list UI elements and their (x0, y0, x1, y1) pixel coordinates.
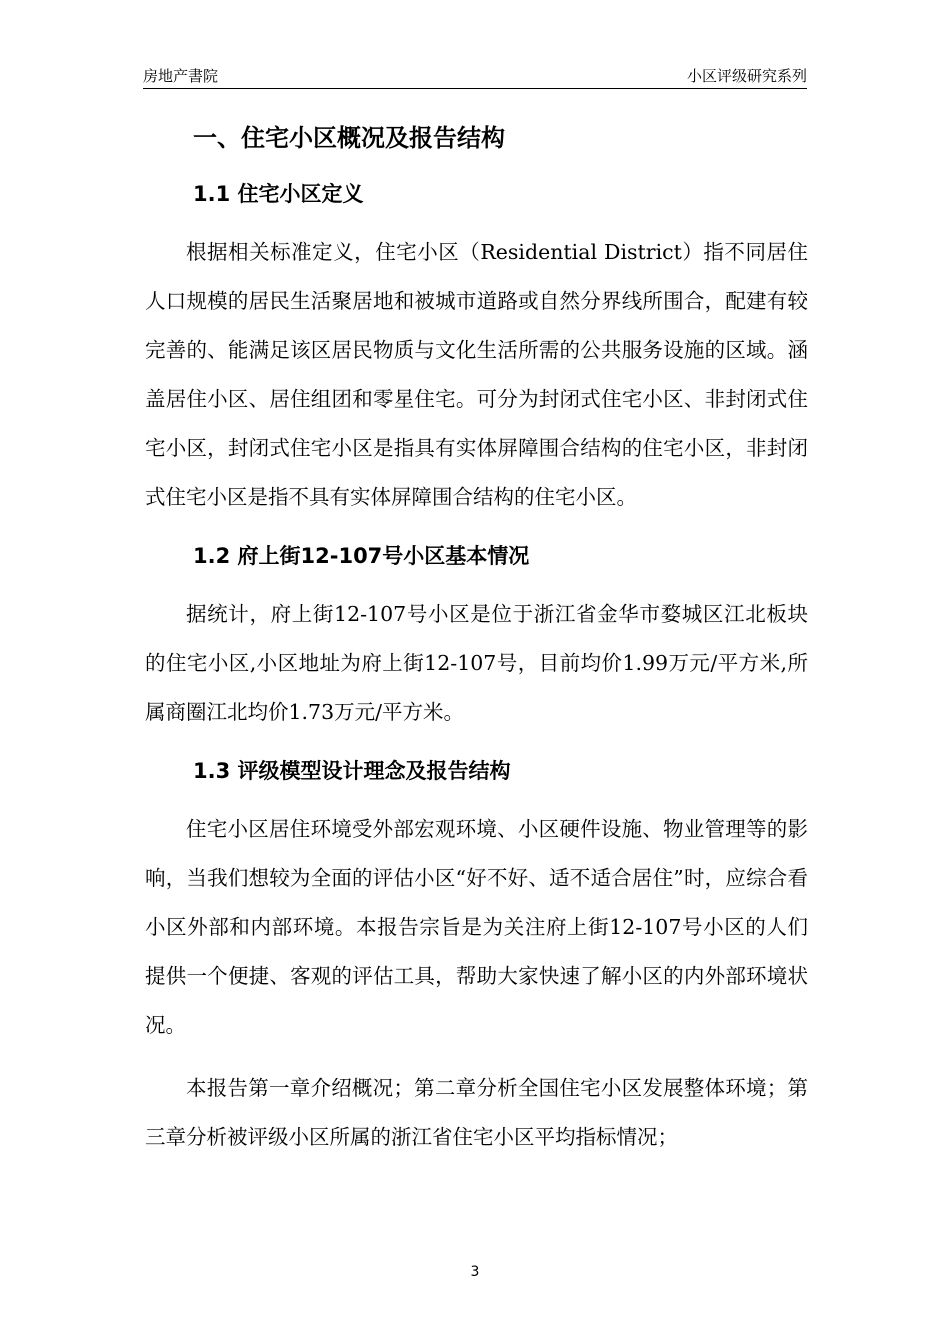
paragraph-model-concept: 住宅小区居住环境受外部宏观环境、小区硬件设施、物业管理等的影响，当我们想较为全面的评估小区“好不好、适不适合居住”时，应综合看小区外部和内部环境。本报告宗旨是为关注府上街12-107号小区的人们提供一个便捷、客观的评估工具，帮助大家快速了解小区的内外部环境状况。 (145, 817, 808, 1037)
chapter-title: 一、住宅小区概况及报告结构 (193, 124, 505, 152)
paragraph-basic-info: 据统计，府上街12-107号小区是位于浙江省金华市婺城区江北板块的住宅小区,小区地址为府上街12-107号，目前均价1.99万元/平方米,所属商圈江北均价1.73万元/平方米。 (145, 602, 808, 724)
section-title-1-1: 1.1 住宅小区定义 (193, 182, 364, 206)
section-title-1-3: 1.3 评级模型设计理念及报告结构 (193, 759, 511, 783)
section-title-1-2: 1.2 府上街12-107号小区基本情况 (193, 544, 530, 568)
header-publisher: 房地产書院 (143, 67, 219, 85)
paragraph-definition: 根据相关标准定义，住宅小区（Residential District）指不同居住人口规模的居民生活聚居地和被城市道路或自然分界线所围合，配建有较完善的、能满足该区居民物质与文化生活所需的公共服务设施的区域。涵盖居住小区、居住组团和零星住宅。可分为封闭式住宅小区、非封闭式住宅小区，封闭式住宅小区是指具有实体屏障围合结构的住宅小区，非封闭式住宅小区是指不具有实体屏障围合结构的住宅小区。 (145, 240, 808, 509)
page-number: 3 (470, 1264, 480, 1280)
page-content (145, 116, 808, 1176)
header-series-title: 小区评级研究系列 (686, 67, 807, 85)
page-header (143, 66, 807, 89)
paragraph-report-structure: 本报告第一章介绍概况；第二章分析全国住宅小区发展整体环境；第三章分析被评级小区所属的浙江省住宅小区平均指标情况； (145, 1076, 808, 1149)
